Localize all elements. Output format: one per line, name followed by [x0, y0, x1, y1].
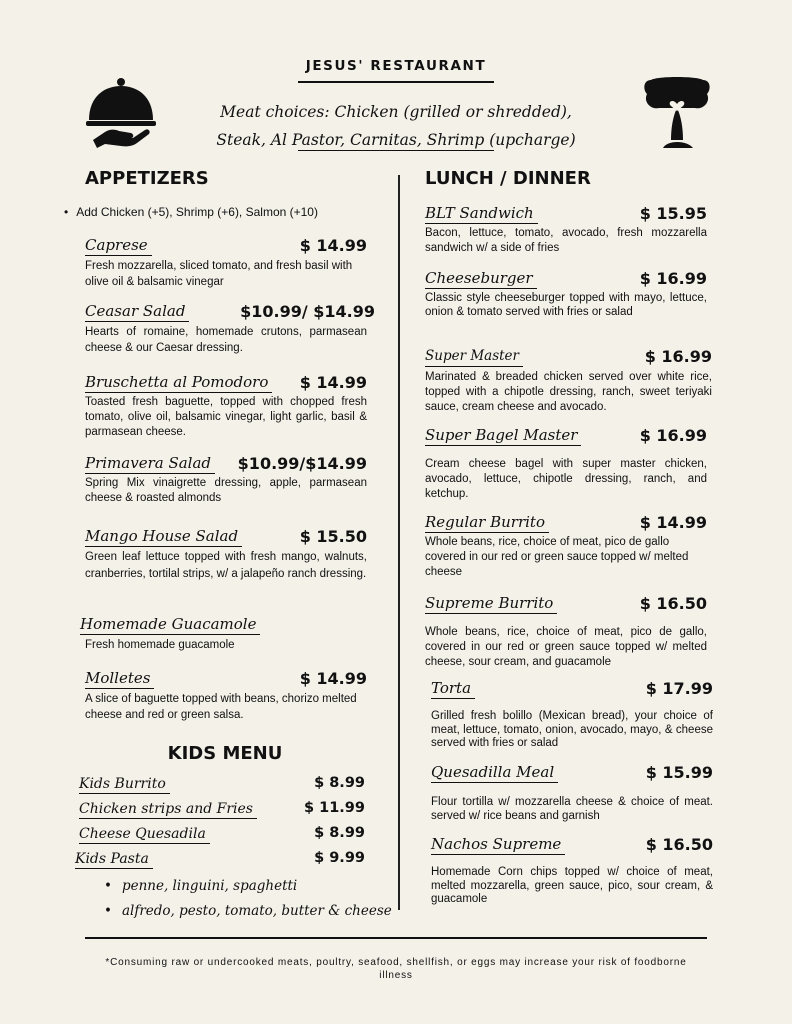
menu-item-nachos-supreme: [431, 835, 713, 907]
item-price: $ 14.99: [299, 236, 367, 255]
item-price: $ 8.99: [314, 775, 365, 791]
item-price: $ 8.99: [314, 825, 365, 841]
item-price: $ 16.50: [639, 594, 707, 613]
item-name: Kids Pasta: [75, 850, 153, 869]
item-name: Quesadilla Meal: [431, 763, 558, 783]
item-description: Spring Mix vinaigrette dressing, apple, parmasean cheese & roasted almonds: [85, 477, 367, 504]
cloche-icon: [85, 76, 157, 148]
item-price: $ 17.99: [645, 679, 713, 698]
item-name: Chicken strips and Fries: [79, 800, 257, 819]
kids-item-burrito: [79, 775, 365, 795]
title-rule: [298, 81, 494, 83]
menu-item-supreme-burrito: [425, 594, 707, 670]
menu-item-caprese: [85, 236, 367, 290]
item-description: Grilled fresh bolillo (Mexican bread), your choice of meat, lettuce, tomato, onion, avocado, mayo, & cheese served with fries or salad: [431, 710, 713, 749]
restaurant-name: JESUS' RESTAURANT: [305, 58, 487, 74]
item-name: Kids Burrito: [79, 775, 170, 794]
footer-rule: [85, 937, 707, 939]
item-price: $ 14.99: [299, 373, 367, 392]
item-name: Homemade Guacamole: [80, 615, 260, 635]
item-description: Toasted fresh baguette, topped with chopped fresh tomato, olive oil, balsamic vinegar, light garlic, basil & parmasean cheese.: [85, 396, 367, 438]
menu-item-molletes: [85, 669, 367, 723]
item-price: $ 9.99: [314, 850, 365, 866]
item-description: Marinated & breaded chicken served over white rice, topped with a chipotle dressing, ranch, sweet teriyaki sauce, cream cheese and avocado.: [425, 371, 712, 413]
item-description: Homemade Corn chips topped w/ choice of meat, melted mozzarella, green sauce, pico, sour cream, & guacamole: [431, 866, 713, 905]
item-name: Bruschetta al Pomodoro: [85, 373, 272, 393]
appetizers-note: [64, 205, 318, 219]
item-name: Nachos Supreme: [431, 835, 565, 855]
footer-disclaimer: *Consuming raw or undercooked meats, poultry, seafood, shellfish, or eggs may increase your risk of foodborne illness: [105, 957, 687, 981]
menu-item-blt-sandwich: [425, 204, 707, 256]
item-name: Mango House Salad: [85, 527, 242, 547]
item-description: Whole beans, rice, choice of meat, pico de gallo covered in our red or green sauce topped w/ melted cheese: [425, 536, 689, 578]
item-name: Cheese Quesadila: [79, 825, 210, 844]
kids-item-quesadilla: [79, 825, 365, 845]
item-price: $ 16.50: [645, 835, 713, 854]
menu-item-primavera-salad: [85, 454, 367, 506]
pasta-shapes: • penne, linguini, spaghetti: [104, 874, 392, 899]
menu-item-guacamole: [80, 615, 367, 653]
item-name: Molletes: [85, 669, 154, 689]
item-name: Super Bagel Master: [425, 426, 581, 446]
item-description: A slice of baguette topped with beans, chorizo melted cheese and red or green salsa.: [85, 693, 357, 721]
item-name: Primavera Salad: [85, 454, 215, 474]
meat-choices: Meat choices: Chicken (grilled or shredded), Steak, Al Pastor, Carnitas, Shrimp (upcharge): [216, 103, 576, 149]
item-description: Cream cheese bagel with super master chicken, avocado, lettuce, chipotle dressing, ranch, and ketchup.: [425, 458, 707, 500]
item-name: Supreme Burrito: [425, 594, 557, 614]
item-name: Cheeseburger: [425, 269, 537, 289]
menu-item-super-bagel-master: [425, 426, 707, 502]
item-price: $ 16.99: [639, 269, 707, 288]
menu-item-quesadilla-meal: [431, 763, 713, 823]
item-description: Whole beans, rice, choice of meat, pico de gallo, covered in our red or green sauce topped w/ melted cheese, sour cream, and guacamole: [425, 626, 707, 668]
item-description: Flour tortilla w/ mozzarella cheese & choice of meat. served w/ rice beans and garnish: [431, 796, 713, 822]
meat-choices-rule: [298, 150, 494, 151]
kids-menu-title: KIDS MENU: [167, 743, 283, 764]
item-name: Super Master: [425, 347, 523, 367]
menu-item-torta: [431, 679, 713, 751]
pasta-sauces: • alfredo, pesto, tomato, butter & cheese: [104, 899, 392, 924]
item-name: Ceasar Salad: [85, 302, 189, 322]
item-price: $ 15.99: [645, 763, 713, 782]
item-description: Green leaf lettuce topped with fresh mango, walnuts, cranberries, tortilal strips, w/ a jalapeño ranch dressing.: [85, 551, 367, 580]
item-description: Classic style cheeseburger topped with mayo, lettuce, onion & tomato served with fries or salad: [425, 292, 707, 318]
item-price: $ 16.99: [644, 347, 712, 366]
item-name: Torta: [431, 679, 475, 699]
item-price: $ 15.50: [299, 527, 367, 546]
item-description: Hearts of romaine, homemade crutons, parmasean cheese & our Caesar dressing.: [85, 326, 367, 354]
lunch-dinner-title: LUNCH / DINNER: [425, 168, 591, 189]
pasta-options: [104, 874, 392, 924]
menu-item-bruschetta: [85, 373, 367, 440]
kids-item-chicken-strips: [79, 800, 365, 820]
column-divider: [398, 175, 400, 910]
menu-item-regular-burrito: [425, 513, 707, 580]
item-price: $ 14.99: [299, 669, 367, 688]
item-description: Bacon, lettuce, tomato, avocado, fresh mozzarella sandwich w/ a side of fries: [425, 227, 707, 254]
kids-item-pasta: [75, 850, 365, 870]
add-protein-note: • Add Chicken (+5), Shrimp (+6), Salmon (+10): [64, 205, 318, 219]
menu-item-super-master: [425, 347, 712, 415]
item-price: $ 16.99: [639, 426, 707, 445]
item-price: $ 15.95: [639, 204, 707, 223]
item-price: $ 11.99: [303, 800, 365, 816]
appetizers-title: APPETIZERS: [85, 168, 209, 189]
item-name: BLT Sandwich: [425, 204, 538, 224]
item-name: Caprese: [85, 236, 152, 256]
item-price: $10.99/$14.99: [237, 454, 367, 473]
item-price: $10.99/ $14.99: [240, 302, 375, 321]
item-description: Fresh homemade guacamole: [85, 639, 235, 651]
menu-item-mango-house-salad: [85, 527, 367, 582]
menu-item-cheeseburger: [425, 269, 707, 319]
item-description: Fresh mozzarella, sliced tomato, and fresh basil with olive oil & balsamic vinegar: [85, 260, 353, 288]
item-name: Regular Burrito: [425, 513, 549, 533]
item-price: $ 14.99: [639, 513, 707, 532]
tree-icon: [643, 76, 711, 152]
menu-item-ceasar-salad: [85, 302, 375, 356]
